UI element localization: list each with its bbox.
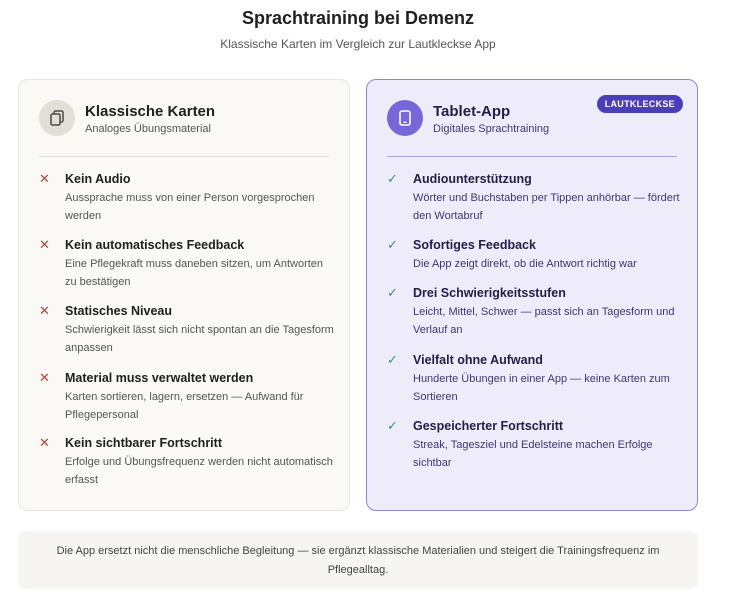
classic-cards-card bbox=[18, 79, 350, 511]
cross-icon: ✕ bbox=[39, 171, 50, 186]
list-item bbox=[387, 171, 683, 237]
item-description: Erfolge und Übungsfrequenz werden nicht automatisch erfasst bbox=[65, 456, 333, 486]
classic-card-subtitle: Analoges Übungsmaterial bbox=[85, 123, 211, 135]
item-title: Material muss verwaltet werden bbox=[65, 371, 254, 385]
list-item bbox=[39, 171, 335, 237]
list-item bbox=[387, 237, 683, 285]
item-title: Kein Audio bbox=[65, 172, 131, 186]
classic-card-title: Klassische Karten bbox=[85, 103, 216, 120]
check-icon: ✓ bbox=[387, 418, 398, 433]
cards-icon bbox=[39, 100, 75, 136]
item-description: Karten sortieren, lagern, ersetzen — Aufwand für Pflegepersonal bbox=[65, 391, 304, 421]
classic-card-header bbox=[39, 100, 329, 140]
check-icon: ✓ bbox=[387, 285, 398, 300]
item-title: Statisches Niveau bbox=[65, 304, 172, 318]
item-description: Streak, Tagesziel und Edelsteine machen Erfolge sichtbar bbox=[413, 439, 653, 469]
item-title: Audiounterstützung bbox=[413, 172, 532, 186]
list-item bbox=[387, 352, 683, 418]
item-description: Eine Pflegekraft muss daneben sitzen, um Antworten zu bestätigen bbox=[65, 258, 324, 288]
app-card-title: Tablet-App bbox=[433, 103, 511, 120]
cross-icon: ✕ bbox=[39, 435, 50, 450]
item-description: Wörter und Buchstaben per Tippen anhörbar — fördert den Wortabruf bbox=[413, 192, 680, 222]
divider bbox=[387, 156, 677, 157]
check-icon: ✓ bbox=[387, 352, 398, 367]
list-item bbox=[39, 370, 335, 435]
item-title: Drei Schwierigkeitsstufen bbox=[413, 286, 566, 300]
list-item bbox=[387, 418, 683, 484]
classic-feature-list bbox=[39, 171, 335, 501]
page-subtitle: Klassische Karten im Vergleich zur Lautkleckse App bbox=[220, 37, 496, 51]
item-title: Sofortiges Feedback bbox=[413, 238, 536, 252]
footer-note: Die App ersetzt nicht die menschliche Begleitung — sie ergänzt klassische Materialien und steigert die Trainingsfrequenz im Pflegealltag. bbox=[18, 531, 698, 589]
check-icon: ✓ bbox=[387, 237, 398, 252]
list-item bbox=[39, 435, 335, 501]
item-description: Aussprache muss von einer Person vorgesprochen werden bbox=[65, 192, 315, 222]
item-title: Gespeicherter Fortschritt bbox=[413, 419, 564, 433]
app-card-subtitle: Digitales Sprachtraining bbox=[433, 123, 550, 135]
list-item bbox=[39, 237, 335, 303]
list-item bbox=[387, 285, 683, 352]
app-feature-list bbox=[387, 171, 683, 484]
cross-icon: ✕ bbox=[39, 370, 50, 385]
item-description: Leicht, Mittel, Schwer — passt sich an Tagesform und Verlauf an bbox=[413, 306, 675, 336]
item-title: Kein automatisches Feedback bbox=[65, 238, 245, 252]
check-icon: ✓ bbox=[387, 171, 398, 186]
item-title: Kein sichtbarer Fortschritt bbox=[65, 436, 222, 450]
item-description: Die App zeigt direkt, ob die Antwort richtig war bbox=[413, 258, 637, 270]
divider bbox=[39, 156, 329, 157]
cross-icon: ✕ bbox=[39, 237, 50, 252]
tablet-icon bbox=[387, 100, 423, 136]
page-title: Sprachtraining bei Demenz bbox=[241, 8, 475, 28]
item-title: Vielfalt ohne Aufwand bbox=[413, 353, 543, 367]
list-item bbox=[39, 303, 335, 370]
cross-icon: ✕ bbox=[39, 303, 50, 318]
item-description: Hunderte Übungen in einer App — keine Karten zum Sortieren bbox=[413, 373, 670, 403]
item-description: Schwierigkeit lässt sich nicht spontan an die Tagesform anpassen bbox=[65, 324, 334, 354]
tablet-app-card bbox=[366, 79, 698, 511]
brand-badge: LAUTKLECKSE bbox=[597, 95, 683, 113]
